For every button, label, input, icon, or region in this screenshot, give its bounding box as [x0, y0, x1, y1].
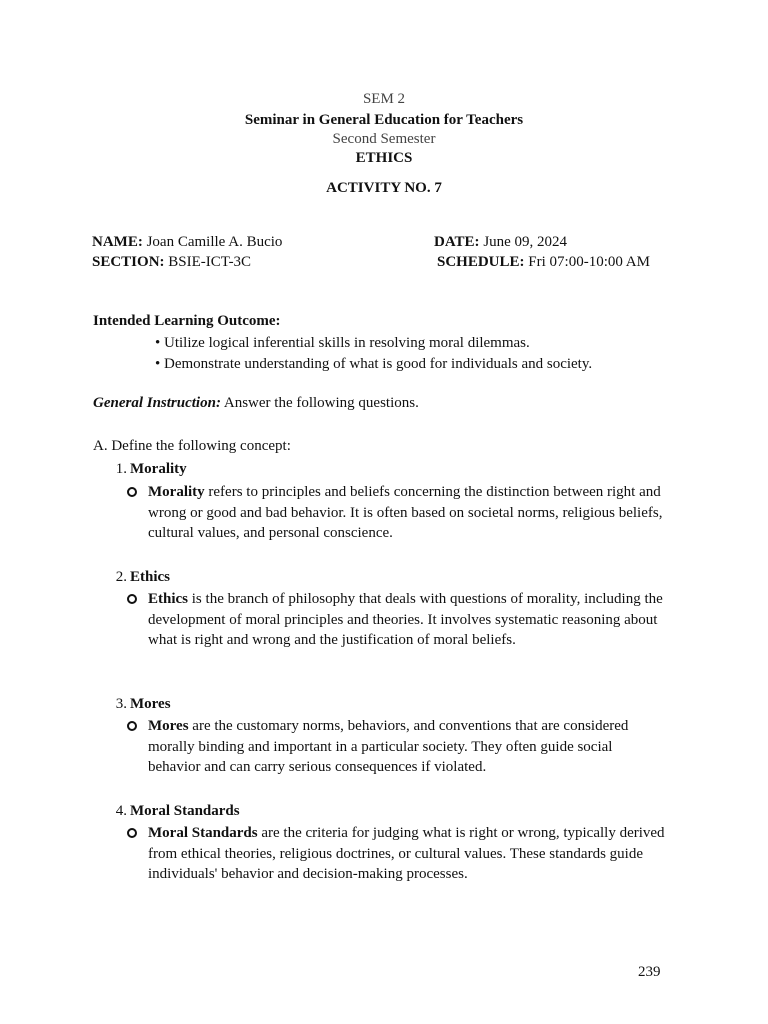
document-semester: Second Semester — [332, 131, 436, 147]
document-subject: ETHICS — [355, 150, 413, 166]
ilo-item-text: Demonstrate understanding of what is good for individuals and society. — [164, 356, 593, 372]
circle-bullet-icon — [127, 594, 137, 604]
definition-ethics — [148, 589, 668, 651]
definition-term: Ethics — [148, 591, 189, 607]
date-field — [434, 232, 567, 253]
name-field — [92, 232, 282, 253]
document-course-title: Seminar in General Education for Teachers — [244, 112, 524, 128]
definition-text: is the branch of philosophy that deals with questions of morality, including the development of moral principles and theories. It involves systematic reasoning about what is right and wrong and the justification of moral beliefs. — [148, 591, 663, 648]
definition-moral-standards — [148, 823, 678, 885]
item-title-ethics: Ethics — [130, 569, 171, 585]
item-title-moral-standards: Moral Standards — [130, 803, 240, 819]
definition-text: refers to principles and beliefs concerning the distinction between right and wrong or good and bad behavior. It is often based on societal norms, religious beliefs, cultural values, and personal conscience. — [148, 484, 663, 541]
item-number: 2. — [115, 569, 127, 585]
item-number: 4. — [115, 803, 127, 819]
instruction-text: Answer the following questions. — [220, 395, 419, 411]
item-title-mores: Mores — [130, 696, 171, 712]
section-value: BSIE-ICT-3C — [168, 254, 252, 270]
name-label: NAME: — [92, 234, 143, 250]
date-label: DATE: — [434, 234, 480, 250]
circle-bullet-icon — [127, 828, 137, 838]
definition-text: are the criteria for judging what is right or wrong, typically derived from ethical theories, religious doctrines, or cultural values. These standards guide individuals' behavior and decision-making processes. — [148, 825, 665, 882]
date-value: June 09, 2024 — [483, 234, 568, 250]
ilo-heading: Intended Learning Outcome: — [93, 313, 281, 329]
definition-mores — [148, 716, 668, 778]
schedule-value: Fri 07:00-10:00 AM — [528, 254, 650, 270]
circle-bullet-icon — [127, 721, 137, 731]
ilo-item-text: Utilize logical inferential skills in resolving moral dilemmas. — [164, 335, 530, 351]
schedule-field — [437, 252, 650, 273]
section-field — [92, 252, 251, 273]
section-a-heading: A. Define the following concept: — [93, 438, 291, 454]
definition-term: Morality — [148, 484, 205, 500]
item-title-morality: Morality — [130, 461, 187, 477]
page-number: 239 — [638, 964, 661, 980]
definition-text: are the customary norms, behaviors, and conventions that are considered morally binding and important in a particular society. They often guide social behavior and can carry serious consequences if violated. — [148, 718, 629, 775]
definition-term: Mores — [148, 718, 189, 734]
definition-term: Moral Standards — [148, 825, 258, 841]
document-activity-title: ACTIVITY NO. 7 — [326, 180, 442, 196]
schedule-label: SCHEDULE: — [437, 254, 525, 270]
item-number: 1. — [115, 461, 127, 477]
document-sem: SEM 2 — [362, 91, 406, 107]
general-instruction — [93, 393, 419, 414]
circle-bullet-icon — [127, 487, 137, 497]
section-label: SECTION: — [92, 254, 165, 270]
item-number: 3. — [115, 696, 127, 712]
name-value: Joan Camille A. Bucio — [146, 234, 283, 250]
definition-morality — [148, 482, 680, 544]
ilo-list-item — [155, 354, 592, 375]
ilo-list-item — [155, 333, 530, 354]
instruction-label: General Instruction: — [93, 395, 221, 411]
bullet-icon: • — [155, 356, 161, 372]
bullet-icon: • — [155, 335, 161, 351]
